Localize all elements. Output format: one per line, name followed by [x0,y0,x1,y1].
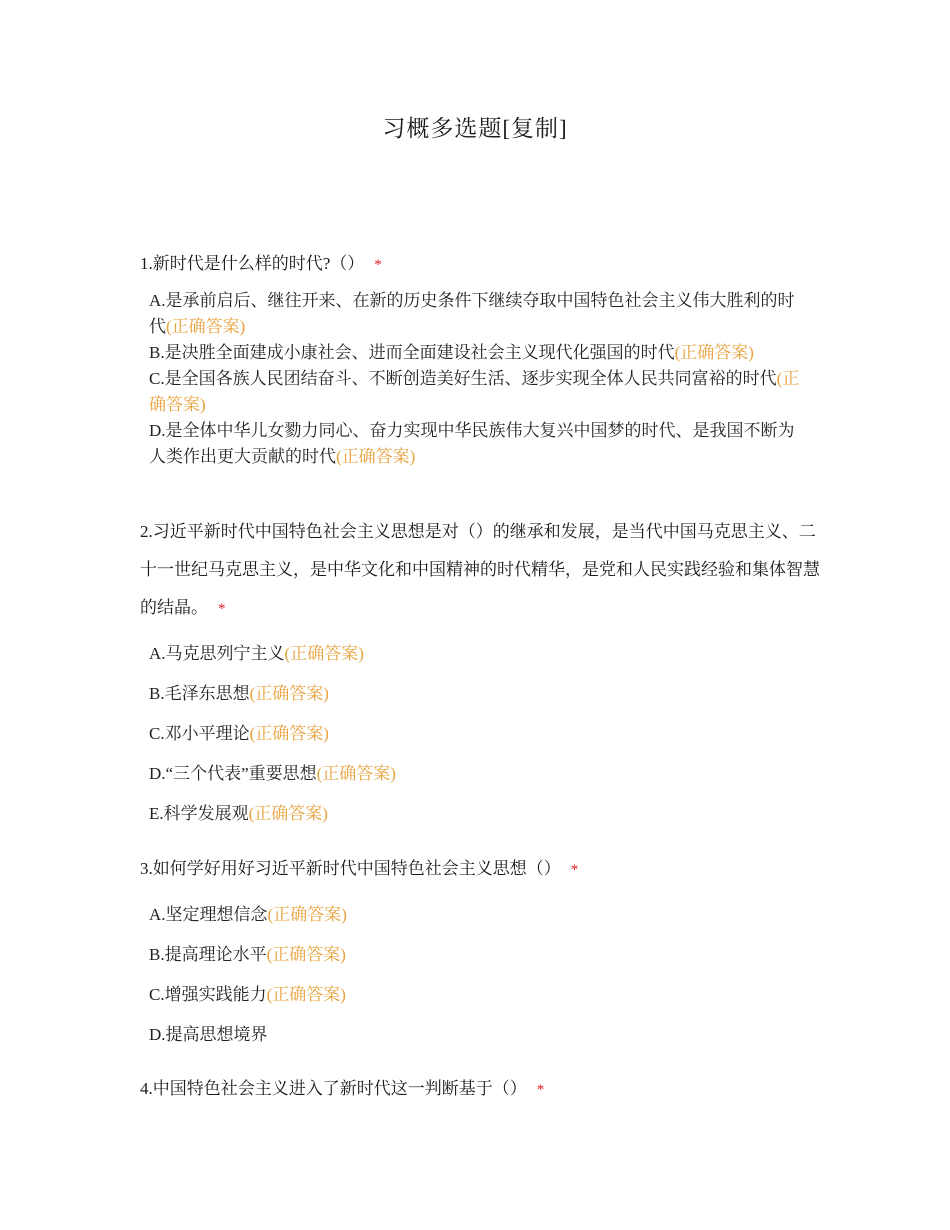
correct-answer-mark: (正确答案) [336,447,416,466]
option-item[interactable]: C.增强实践能力(正确答案) [149,985,346,1004]
correct-answer-mark: (正确答案) [266,985,346,1004]
question-4 [140,1070,820,1109]
option-item[interactable]: A.坚定理想信念(正确答案) [149,905,347,924]
option-item[interactable]: A.是承前启后、继往开来、在新的历史条件下继续夺取中国特色社会主义伟大胜利的时代(正确答案) [149,291,795,336]
correct-answer-mark: (正确答案) [149,369,800,414]
correct-answer-mark: (正确答案) [674,343,754,362]
required-asterisk: * [570,862,579,878]
option-item[interactable]: D.是全体中华儿女勠力同心、奋力实现中华民族伟大复兴中国梦的时代、是我国不断为人类作出更大贡献的时代(正确答案) [149,421,795,466]
correct-answer-mark: (正确答案) [248,804,328,823]
option-list [149,634,820,834]
option-item[interactable]: B.毛泽东思想(正确答案) [149,684,329,703]
question-text: 1.新时代是什么样的时代?（） * [140,254,382,273]
option-item[interactable]: B.提高理论水平(正确答案) [149,945,346,964]
correct-answer-mark: (正确答案) [249,724,329,743]
option-item[interactable]: C.邓小平理论(正确答案) [149,724,329,743]
option-item[interactable]: D.“三个代表”重要思想(正确答案) [149,764,396,783]
option-item[interactable]: D.提高思想境界 [149,1025,268,1044]
page-title: 习概多选题[复制] [382,116,568,141]
option-item[interactable]: C.是全国各族人民团结奋斗、不断创造美好生活、逐步实现全体人民共同富裕的时代(正确答案) [149,369,800,414]
correct-answer-mark: (正确答案) [249,684,329,703]
question-2 [140,513,820,834]
option-item[interactable]: B.是决胜全面建成小康社会、进而全面建设社会主义现代化强国的时代(正确答案) [149,343,754,362]
option-item[interactable]: A.马克思列宁主义(正确答案) [149,644,364,663]
question-3 [140,850,820,1055]
option-item[interactable]: E.科学发展观(正确答案) [149,804,328,823]
option-list [149,288,811,470]
required-asterisk: * [374,257,382,273]
question-text: 2.习近平新时代中国特色社会主义思想是对（）的继承和发展，是当代中国马克思主义、二十一世纪马克思主义，是中华文化和中国精神的时代精华，是党和人民实践经验和集体智慧的结晶。 * [140,522,820,617]
correct-answer-mark: (正确答案) [267,905,347,924]
correct-answer-mark: (正确答案) [166,317,246,336]
question-text: 4.中国特色社会主义进入了新时代这一判断基于（） * [140,1079,545,1098]
correct-answer-mark: (正确答案) [316,764,396,783]
question-1 [140,245,820,470]
correct-answer-mark: (正确答案) [266,945,346,964]
required-asterisk: * [218,601,226,617]
required-asterisk: * [536,1082,545,1098]
question-text: 3.如何学好用好习近平新时代中国特色社会主义思想（） * [140,859,579,878]
correct-answer-mark: (正确答案) [284,644,364,663]
option-list [149,895,820,1055]
